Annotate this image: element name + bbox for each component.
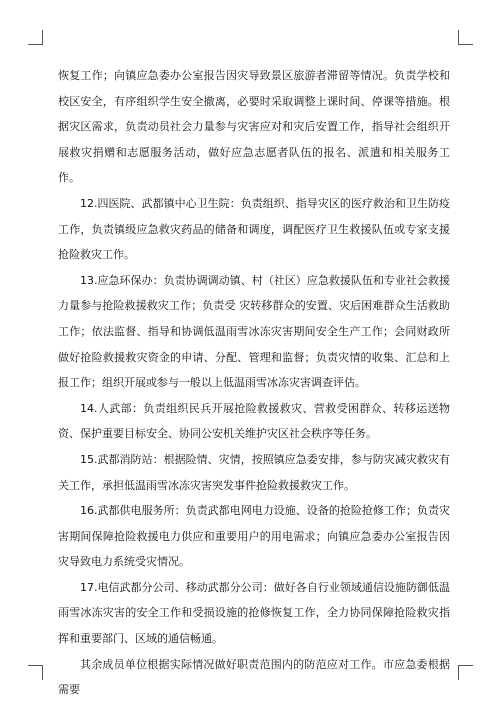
crop-mark-top-left: [28, 30, 43, 45]
paragraph-continuation: 恢复工作；向镇应急委办公室报告因灾导致景区旅游者滞留等情况。负责学校和校区安全，有序组织学生安全撤离，必要时采取调整上课时间、停课等措施。根据灾区需求，负责动员社会力量参与灾害应对和灾后安置工作，指导社会组织开展救灾捐赠和志愿服务活动，做好应急志愿者队伍的报名、派遣和相关服务工作。: [58, 69, 450, 185]
document-body: [58, 63, 450, 703]
paragraph-item-14: 14.人武部：负责组织民兵开展抢险救援救灾、营救受困群众、转移运送物资、保护重要目标安全、协同公安机关维护灾区社会秩序等任务。: [58, 401, 450, 441]
paragraph-item-13: 13.应急环保办：负责协调调动镇、村（社区）应急救援队伍和专业社会救援力量参与抢险救援救灾工作；负责受 灾转移群众的安置、灾后困难群众生活救助工作；依法监督、指导和协调低温雨雪冰冻灾害期间安全生产工作；会同财政所做好抢险救援救灾资金的申请、分配、管理和监督；负责灾情的收集、汇总和上报工作；组织开展或参与一般以上低温雨雪冰冻灾害调查评估。: [58, 273, 450, 390]
crop-mark-bottom-right: [458, 665, 473, 680]
crop-mark-top-right: [458, 30, 473, 45]
paragraph-item-15: 15.武都消防站：根据险情、灾情，按照镇应急委安排，参与防灾减灾救灾有关工作，承担低温雨雪冰冻灾害突发事件抢险救援救灾工作。: [58, 452, 450, 492]
paragraph-item-16: 16.武都供电服务所：负责武都电网电力设施、设备的抢险抢修工作；负责灾害期间保障抢险救援电力供应和重要用户的用电需求；向镇应急委办公室报告因灾导致电力系统受灾情况。: [58, 504, 450, 569]
crop-mark-bottom-left: [28, 665, 43, 680]
paragraph-item-12: 12.四医院、武都镇中心卫生院：负责组织、指导灾区的医疗救治和卫生防疫工作，负责镇级应急救灾药品的储备和调度，调配医疗卫生救援队伍或专家支援抢险救灾工作。: [58, 196, 450, 262]
paragraph-closing: 其余成员单位根据实际情况做好职责范围内的防范应对工作。市应急委根据需要: [58, 657, 450, 697]
paragraph-item-17: 17.电信武都分公司、移动武都分公司：做好各自行业领域通信设施防御低温雨雪冰冻灾害的安全工作和受损设施的抢修恢复工作，全力协同保障抢险救灾指挥和重要部门、区域的通信畅通。: [58, 580, 450, 646]
